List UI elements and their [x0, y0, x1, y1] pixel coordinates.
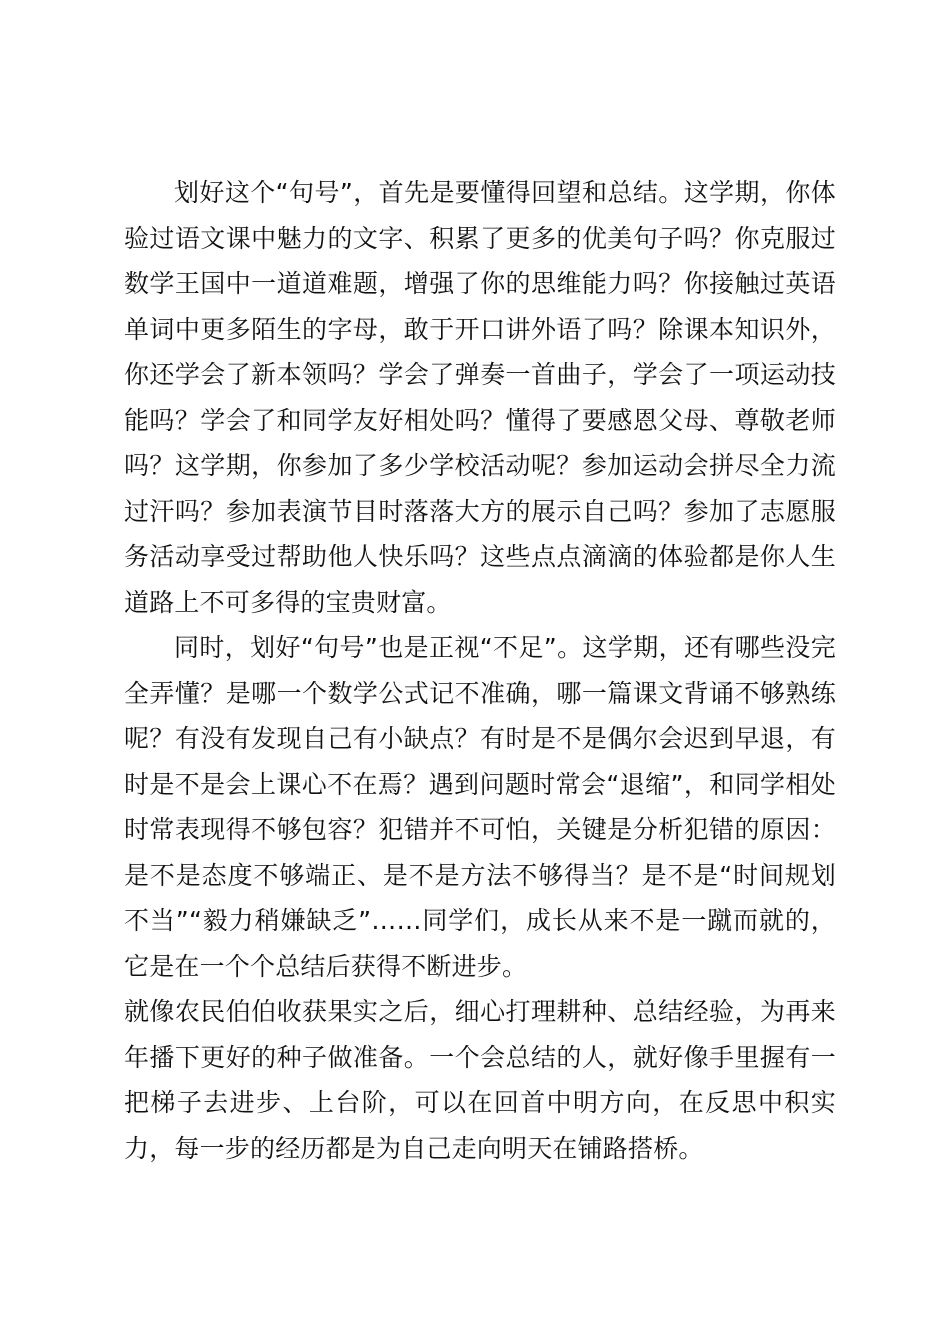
paragraph-3: 就像农民伯伯收获果实之后，细心打理耕种、总结经验，为再来年播下更好的种子做准备。一个会总结的人，就好像手里握有一把梯子去进步、上台阶，可以在回首中明方向，在反思中积实力，每一步的经历都是为自己走向明天在铺路搭桥。: [124, 997, 836, 1163]
paragraph-1: 划好这个“句号”，首先是要懂得回望和总结。这学期，你体验过语文课中魅力的文字、积累了更多的优美句子吗？你克服过数学王国中一道道难题，增强了你的思维能力吗？你接触过英语单词中更多陌生的字母，敢于开口讲外语了吗？除课本知识外，你还学会了新本领吗？学会了弹奏一首曲子，学会了一项运动技能吗？学会了和同学友好相处吗？懂得了要感恩父母、尊敬老师吗？这学期，你参加了多少学校活动呢？参加运动会拼尽全力流过汗吗？参加表演节目时落落大方的展示自己吗？参加了志愿服务活动享受过帮助他人快乐吗？这些点点滴滴的体验都是你人生道路上不可多得的宝贵财富。: [124, 178, 836, 617]
body-text: [124, 170, 836, 1171]
paragraph-2: 同时，划好“句号”也是正视“不足”。这学期，还有哪些没完全弄懂？是哪一个数学公式记不准确，哪一篇课文背诵不够熟练呢？有没有发现自己有小缺点？有时是不是偶尔会迟到早退，有时是不是会上课心不在焉？遇到问题时常会“退缩”，和同学相处时常表现得不够包容？犯错并不可怕，关键是分析犯错的原因：是不是态度不够端正、是不是方法不够得当？是不是“时间规划不当”“毅力稍嫌缺乏”……同学们，成长从来不是一蹴而就的，它是在一个个总结后获得不断进步。: [124, 633, 836, 981]
